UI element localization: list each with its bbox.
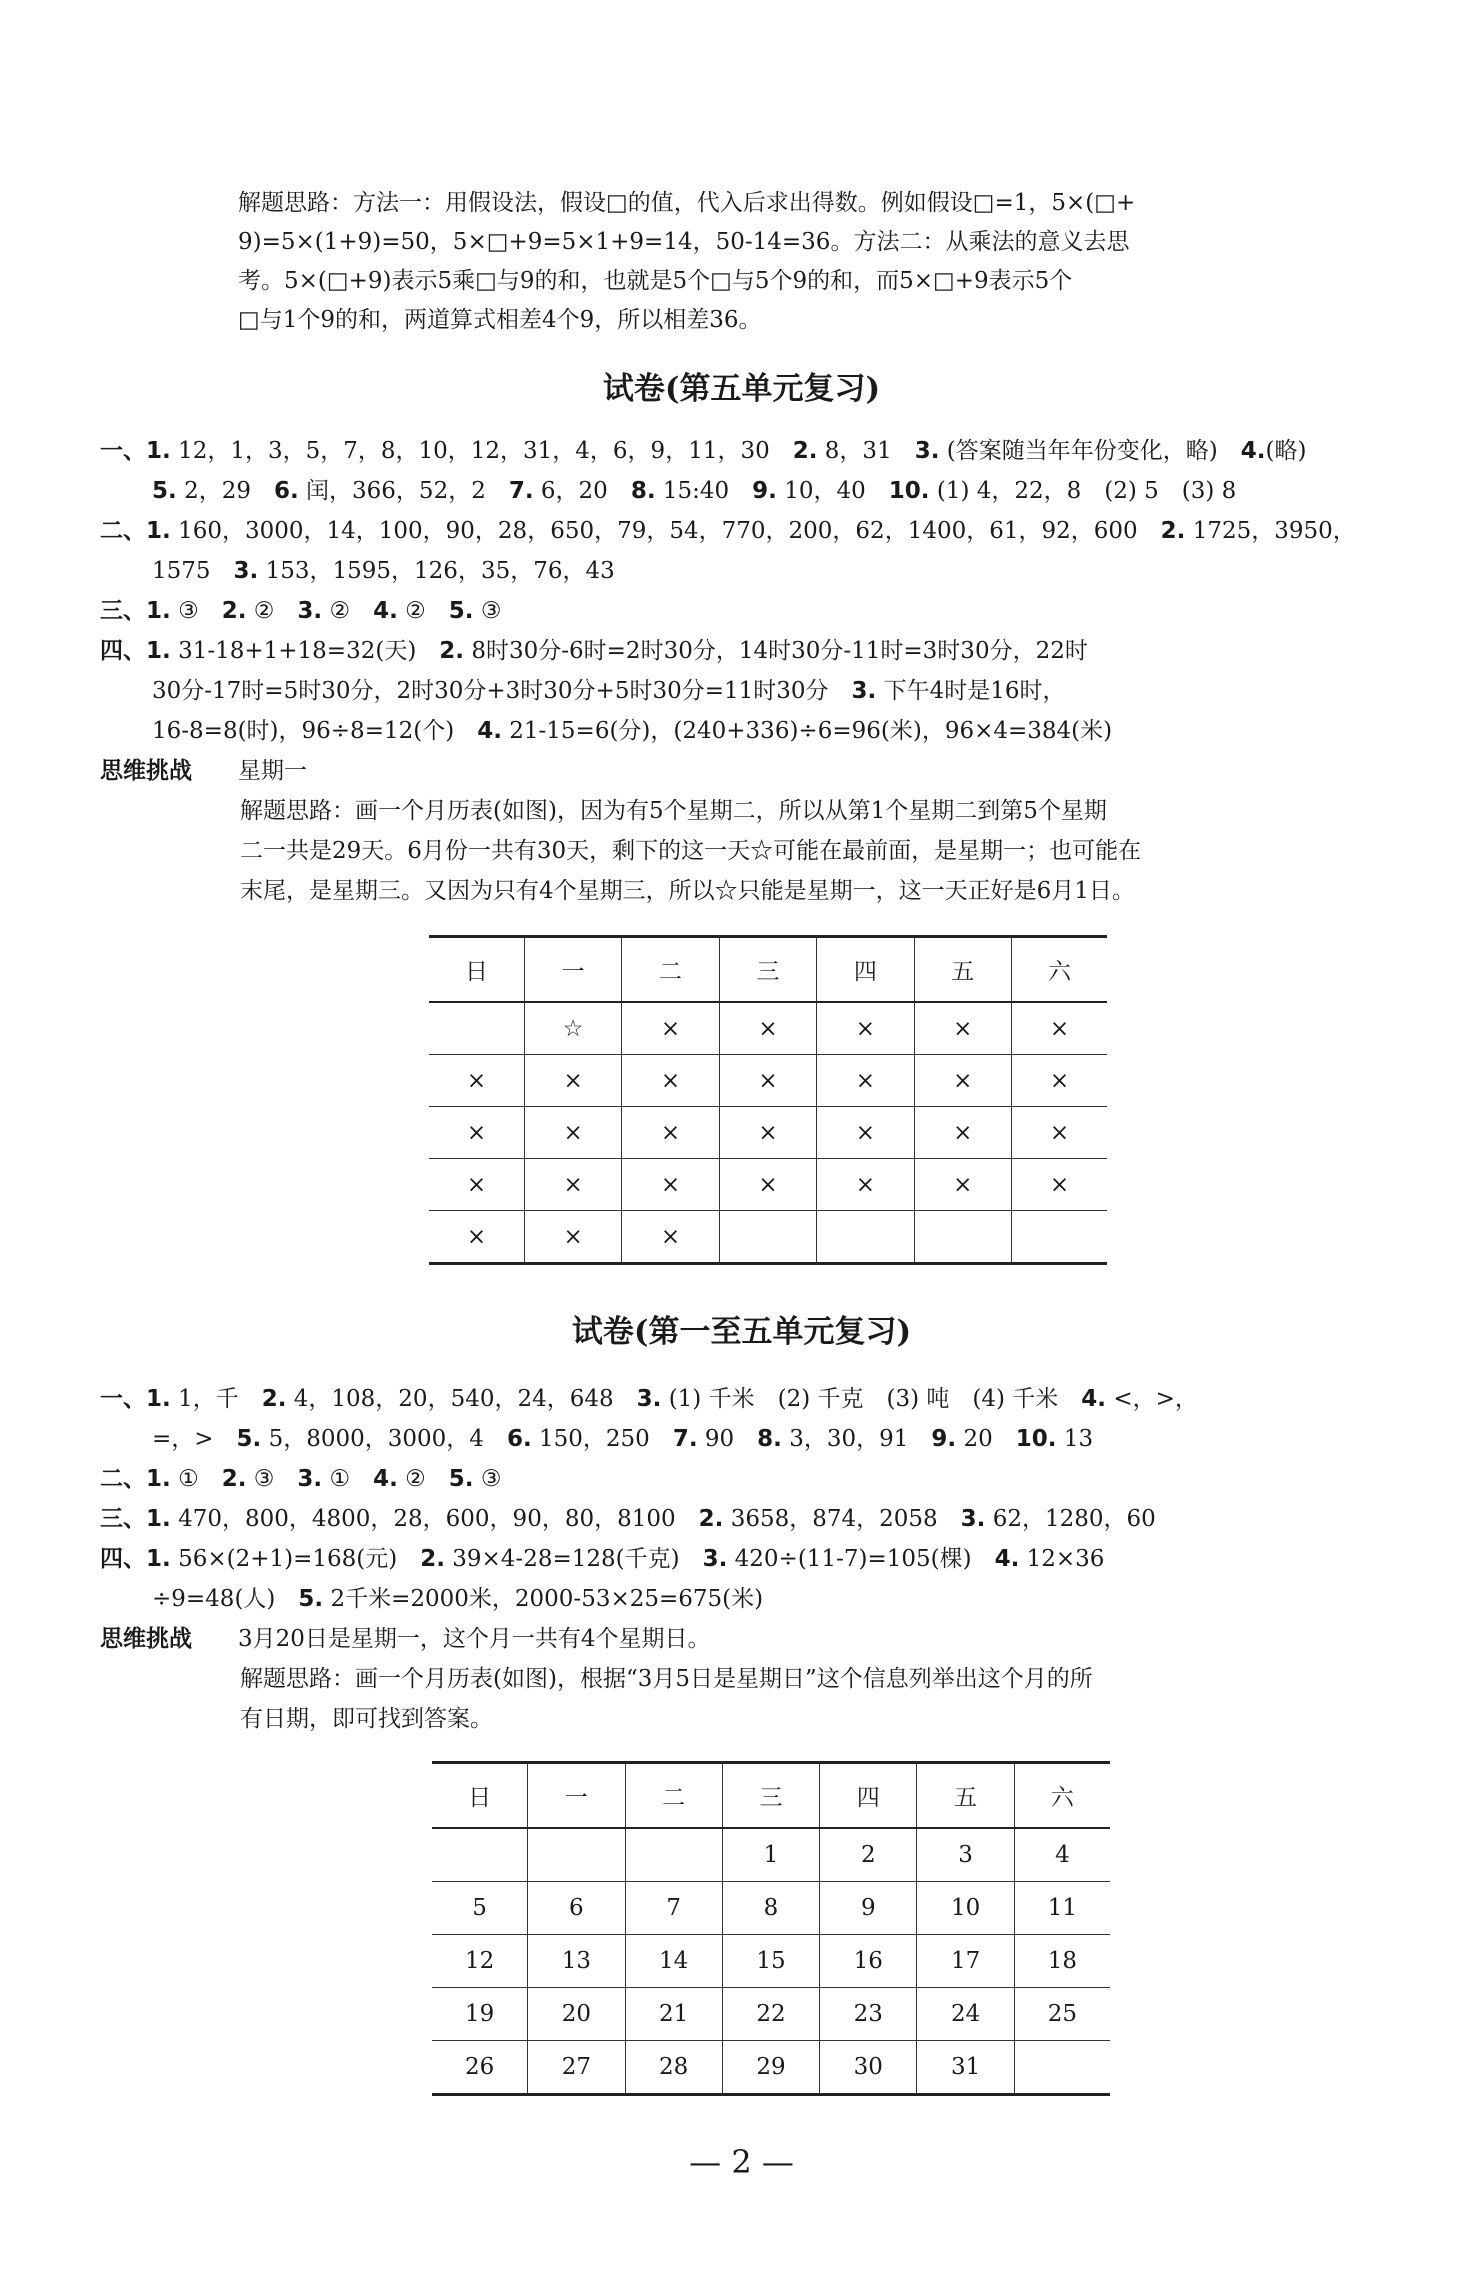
s2-q1-a8: 3，30，91 bbox=[789, 1426, 909, 1452]
table-row bbox=[429, 1211, 1107, 1264]
table-cell: 29 bbox=[722, 2041, 819, 2095]
s2-q1-a6: 150，250 bbox=[539, 1426, 650, 1452]
s2-q4-a5: 2千米=2000米，2000-53×25=675(米) bbox=[330, 1586, 764, 1612]
s2-reason-2: 有日期，即可找到答案。 bbox=[240, 1706, 493, 1732]
s2-q4-n5: 5. bbox=[298, 1586, 324, 1612]
table-cell: 30 bbox=[820, 2041, 917, 2095]
s1-q1-n4: 4. bbox=[1240, 438, 1266, 464]
table-cell: × bbox=[817, 1107, 914, 1159]
table-header-cell: 三 bbox=[719, 937, 816, 1003]
s1-q1-a9: 10，40 bbox=[784, 478, 866, 504]
table-header-row bbox=[432, 1763, 1110, 1829]
s1-q2-a1: 160，3000，14，100，90，28，650，79，54，770，200，62，1400，61，92，600 bbox=[178, 518, 1138, 544]
s1-q3-a3: ② bbox=[329, 598, 351, 624]
table-cell: × bbox=[817, 1055, 914, 1107]
table-cell: 9 bbox=[820, 1882, 917, 1935]
s1-q4-line1 bbox=[100, 640, 1088, 663]
table-cell: × bbox=[1012, 1002, 1107, 1055]
table-header-cell: 四 bbox=[817, 937, 914, 1003]
s2-q4-n3: 3. bbox=[702, 1546, 728, 1572]
table-row bbox=[429, 1159, 1107, 1211]
s1-challenge-label: 思维挑战 bbox=[100, 758, 192, 784]
intro-line-4: □与1个9的和，两道算式相差4个9，所以相差36。 bbox=[238, 307, 762, 333]
table-cell: 26 bbox=[432, 2041, 528, 2095]
table-cell bbox=[528, 1828, 625, 1882]
s2-challenge-label: 思维挑战 bbox=[100, 1626, 192, 1652]
s2-q1-n5: 5. bbox=[236, 1426, 262, 1452]
table-header-cell: 三 bbox=[722, 1763, 819, 1829]
s1-q4-n1: 1. bbox=[146, 638, 171, 664]
s2-q4-a1: 56×(2+1)=168(元) bbox=[178, 1546, 398, 1572]
s1-q4-n2: 2. bbox=[439, 638, 465, 664]
s1-q1-a2: 8，31 bbox=[824, 438, 892, 464]
s2-q4-a4b: ÷9=48(人) bbox=[152, 1586, 276, 1612]
s1-q1-a7: 6，20 bbox=[540, 478, 608, 504]
s2-q3-n2: 2. bbox=[698, 1506, 724, 1532]
intro-line-1: 解题思路：方法一：用假设法，假设□的值，代入后求出得数。例如假设□=1，5×(□+ bbox=[238, 190, 1136, 216]
s2-q4-n1: 1. bbox=[146, 1546, 171, 1572]
s1-q4-a3b: 16-8=8(时)，96÷8=12(个) bbox=[152, 718, 455, 744]
s1-q3-n5: 5. bbox=[448, 598, 474, 624]
s1-q1-n1: 1. bbox=[146, 438, 171, 464]
s2-q4-line1 bbox=[100, 1548, 1104, 1571]
table-cell: 10 bbox=[917, 1882, 1014, 1935]
table-cell bbox=[429, 1002, 524, 1055]
s1-q1-a3: (答案随当年年份变化，略) bbox=[946, 438, 1218, 464]
s1-q1-n5: 5. bbox=[152, 478, 177, 504]
s2-q4-a4a: 12×36 bbox=[1026, 1546, 1105, 1572]
table-cell: 6 bbox=[528, 1882, 625, 1935]
s2-q2-a2: ③ bbox=[253, 1466, 275, 1492]
s1-q1-a10: (1) 4，22，8 (2) 5 (3) 8 bbox=[936, 478, 1237, 504]
table-cell: × bbox=[719, 1107, 816, 1159]
table-cell: 1 bbox=[722, 1828, 819, 1882]
s2-q1-a5: 5，8000，3000，4 bbox=[268, 1426, 484, 1452]
s2-q1-n10: 10. bbox=[1015, 1426, 1057, 1452]
s2-q1-n2: 2. bbox=[261, 1386, 287, 1412]
table-cell: × bbox=[524, 1107, 621, 1159]
table-cell: 15 bbox=[722, 1935, 819, 1988]
table-header-cell: 一 bbox=[528, 1763, 625, 1829]
table-header-cell: 五 bbox=[917, 1763, 1014, 1829]
table-cell: 5 bbox=[432, 1882, 528, 1935]
table-cell: 22 bbox=[722, 1988, 819, 2041]
s2-q4-n4: 4. bbox=[994, 1546, 1020, 1572]
s2-q1-a10: 13 bbox=[1063, 1426, 1094, 1452]
table-cell bbox=[625, 1828, 722, 1882]
table-cell: × bbox=[914, 1002, 1011, 1055]
table-cell: 24 bbox=[917, 1988, 1014, 2041]
s2-q1-a9: 20 bbox=[963, 1426, 993, 1452]
table-body bbox=[429, 1002, 1107, 1264]
s1-q1-line2 bbox=[152, 480, 1236, 503]
s1-q1-a1: 12，1，3，5，7，8，10，12，31，4，6，9，11，30 bbox=[178, 438, 770, 464]
s1-q2-a2a: 1725，3950， bbox=[1192, 518, 1356, 544]
table-cell: 31 bbox=[917, 2041, 1014, 2095]
s1-q1-a6: 闰，366，52，2 bbox=[306, 478, 486, 504]
s2-q1-label: 一、 bbox=[100, 1386, 146, 1412]
s1-q4-n4: 4. bbox=[477, 718, 502, 744]
s1-q4-label: 四、 bbox=[100, 638, 146, 664]
s2-q2-label: 二、 bbox=[100, 1466, 146, 1492]
s2-q2-line bbox=[100, 1468, 501, 1491]
s1-q2-label: 二、 bbox=[100, 518, 146, 544]
s2-q4-a3: 420÷(11-7)=105(棵) bbox=[734, 1546, 972, 1572]
s2-q1-line1 bbox=[100, 1388, 1198, 1411]
table-row bbox=[429, 1002, 1107, 1055]
s2-q1-a4b: =，> bbox=[152, 1426, 214, 1452]
s2-q1-n6: 6. bbox=[506, 1426, 532, 1452]
table-cell: × bbox=[1012, 1107, 1107, 1159]
s2-q1-a4a: <，>， bbox=[1113, 1386, 1198, 1412]
table-row bbox=[429, 1107, 1107, 1159]
s2-q3-n1: 1. bbox=[146, 1506, 171, 1532]
s1-q1-n6: 6. bbox=[273, 478, 299, 504]
table-cell: 11 bbox=[1014, 1882, 1110, 1935]
s2-q2-a1: ① bbox=[178, 1466, 199, 1492]
calendar-table-march bbox=[432, 1761, 1110, 2096]
table-cell: 14 bbox=[625, 1935, 722, 1988]
table-row bbox=[429, 1055, 1107, 1107]
table-cell bbox=[817, 1211, 914, 1264]
table-header-cell: 二 bbox=[622, 937, 719, 1003]
table-cell: 19 bbox=[432, 1988, 528, 2041]
s1-reason-2: 二一共是29天。6月份一共有30天，剩下的这一天☆可能在最前面，是星期一；也可能在 bbox=[240, 838, 1142, 864]
table-cell: × bbox=[914, 1055, 1011, 1107]
s1-q2-n3: 3. bbox=[233, 558, 259, 584]
table-cell: 21 bbox=[625, 1988, 722, 2041]
table-cell: ☆ bbox=[524, 1002, 621, 1055]
table-cell: 23 bbox=[820, 1988, 917, 2041]
table-cell: 25 bbox=[1014, 1988, 1110, 2041]
s2-q1-n1: 1. bbox=[146, 1386, 171, 1412]
s2-q1-a7: 90 bbox=[704, 1426, 735, 1452]
s2-q1-n7: 7. bbox=[672, 1426, 698, 1452]
table-cell: 20 bbox=[528, 1988, 625, 2041]
table-header-cell: 六 bbox=[1014, 1763, 1110, 1829]
table-cell: 13 bbox=[528, 1935, 625, 1988]
s2-q3-label: 三、 bbox=[100, 1506, 146, 1532]
table-cell: 18 bbox=[1014, 1935, 1110, 1988]
s1-q2-a3: 153，1595，126，35，76，43 bbox=[265, 558, 615, 584]
s1-q3-a2: ② bbox=[253, 598, 275, 624]
table-cell: 16 bbox=[820, 1935, 917, 1988]
s2-q1-a2: 4，108，20，540，24，648 bbox=[293, 1386, 614, 1412]
intro-line-3: 考。5×(□+9)表示5乘□与9的和，也就是5个□与5个9的和，而5×□+9表示5个 bbox=[238, 268, 1073, 294]
s1-q2-n1: 1. bbox=[146, 518, 171, 544]
s1-q3-a1: ③ bbox=[178, 598, 199, 624]
table-cell: 7 bbox=[625, 1882, 722, 1935]
s1-q1-n9: 9. bbox=[752, 478, 777, 504]
s2-q2-n2: 2. bbox=[221, 1466, 247, 1492]
s2-q3-a2: 3658，874，2058 bbox=[730, 1506, 938, 1532]
s1-q3-n2: 2. bbox=[221, 598, 247, 624]
table-header-cell: 二 bbox=[625, 1763, 722, 1829]
table-cell: × bbox=[817, 1002, 914, 1055]
s2-q1-n8: 8. bbox=[757, 1426, 782, 1452]
s1-q1-label: 一、 bbox=[100, 438, 146, 464]
table-cell: × bbox=[914, 1159, 1011, 1211]
s2-reason-1: 解题思路：画一个月历表(如图)，根据“3月5日是星期日”这个信息列举出这个月的所 bbox=[240, 1666, 1093, 1692]
s2-q1-a3: (1) 千米 (2) 千克 (3) 吨 (4) 千米 bbox=[668, 1386, 1059, 1412]
s2-q2-a4: ② bbox=[405, 1466, 426, 1492]
s2-q3-a3: 62，1280，60 bbox=[992, 1506, 1156, 1532]
table-cell bbox=[719, 1211, 816, 1264]
table-cell bbox=[1012, 1211, 1107, 1264]
table-cell bbox=[914, 1211, 1011, 1264]
calendar-table-june bbox=[429, 935, 1107, 1265]
table-cell: × bbox=[429, 1055, 524, 1107]
table-cell: × bbox=[524, 1211, 621, 1264]
s2-q1-n3: 3. bbox=[636, 1386, 662, 1412]
table-cell: × bbox=[622, 1159, 719, 1211]
s1-challenge-line bbox=[100, 760, 307, 783]
s1-reason-1: 解题思路：画一个月历表(如图)，因为有5个星期二，所以从第1个星期二到第5个星期 bbox=[240, 798, 1107, 824]
s1-q3-line bbox=[100, 600, 501, 623]
s2-q1-line2 bbox=[152, 1428, 1093, 1451]
table-header-cell: 四 bbox=[820, 1763, 917, 1829]
s2-q1-a1: 1，千 bbox=[178, 1386, 239, 1412]
table-cell: × bbox=[524, 1159, 621, 1211]
s1-q1-line1 bbox=[100, 440, 1306, 463]
s1-q1-n7: 7. bbox=[508, 478, 534, 504]
s2-q2-n4: 4. bbox=[373, 1466, 398, 1492]
s2-q4-label: 四、 bbox=[100, 1546, 146, 1572]
table-row bbox=[432, 1935, 1110, 1988]
table-header-cell: 日 bbox=[429, 937, 524, 1003]
s1-q2-line1 bbox=[100, 520, 1356, 543]
s1-q3-n4: 4. bbox=[373, 598, 398, 624]
s1-q2-a2b: 1575 bbox=[152, 558, 211, 584]
section1-title: 试卷(第五单元复习) bbox=[602, 371, 881, 407]
s1-q2-n2: 2. bbox=[1160, 518, 1186, 544]
table-cell: × bbox=[622, 1211, 719, 1264]
table-cell: × bbox=[622, 1002, 719, 1055]
s1-q4-a2a: 8时30分-6时=2时30分，14时30分-11时=3时30分，22时 bbox=[471, 638, 1088, 664]
table-row bbox=[432, 2041, 1110, 2095]
s2-q3-a1: 470，800，4800，28，600，90，80，8100 bbox=[178, 1506, 676, 1532]
page-number: — 2 — bbox=[689, 2143, 794, 2181]
table-cell: 3 bbox=[917, 1828, 1014, 1882]
s1-q1-n10: 10. bbox=[888, 478, 930, 504]
s2-q3-line bbox=[100, 1508, 1156, 1531]
table-cell: × bbox=[817, 1159, 914, 1211]
s2-q2-a3: ① bbox=[329, 1466, 351, 1492]
s1-q3-n1: 1. bbox=[146, 598, 171, 624]
s1-challenge-answer: 星期一 bbox=[238, 758, 307, 784]
table-cell: × bbox=[719, 1159, 816, 1211]
s2-q4-a2: 39×4-28=128(千克) bbox=[452, 1546, 680, 1572]
s1-q1-n3: 3. bbox=[914, 438, 940, 464]
table-cell: × bbox=[1012, 1159, 1107, 1211]
table-cell bbox=[432, 1828, 528, 1882]
s2-q2-n5: 5. bbox=[448, 1466, 474, 1492]
s1-q2-line2 bbox=[152, 560, 615, 583]
s1-q3-label: 三、 bbox=[100, 598, 146, 624]
s1-reason-3: 末尾，是星期三。又因为只有4个星期三，所以☆只能是星期一，这一天正好是6月1日。 bbox=[240, 878, 1135, 904]
s1-q1-a8: 15:40 bbox=[662, 478, 730, 504]
s1-q4-line2 bbox=[152, 680, 1066, 703]
table-cell: × bbox=[429, 1159, 524, 1211]
s1-q4-a3a: 下午4时是16时， bbox=[883, 678, 1066, 704]
table-cell: 28 bbox=[625, 2041, 722, 2095]
s1-q4-a2b: 30分-17时=5时30分，2时30分+3时30分+5时30分=11时30分 bbox=[152, 678, 829, 704]
s2-q3-n3: 3. bbox=[960, 1506, 986, 1532]
table-header-cell: 一 bbox=[524, 937, 621, 1003]
section2-title: 试卷(第一至五单元复习) bbox=[571, 1314, 912, 1350]
s2-q2-n1: 1. bbox=[146, 1466, 171, 1492]
s2-q2-n3: 3. bbox=[297, 1466, 323, 1492]
table-row bbox=[432, 1988, 1110, 2041]
s1-q4-n3: 3. bbox=[851, 678, 877, 704]
table-cell: × bbox=[1012, 1055, 1107, 1107]
table-cell: 2 bbox=[820, 1828, 917, 1882]
table-cell: 17 bbox=[917, 1935, 1014, 1988]
s2-challenge-answer: 3月20日是星期一，这个月一共有4个星期日。 bbox=[238, 1626, 711, 1652]
table-cell: 4 bbox=[1014, 1828, 1110, 1882]
table-header-row bbox=[429, 937, 1107, 1003]
s2-q2-a5: ③ bbox=[480, 1466, 502, 1492]
s1-q1-a5: 2，29 bbox=[184, 478, 251, 504]
s1-q4-line3 bbox=[152, 720, 1112, 743]
table-cell bbox=[1014, 2041, 1110, 2095]
table-header-cell: 日 bbox=[432, 1763, 528, 1829]
table-body bbox=[432, 1828, 1110, 2095]
s1-q3-a5: ③ bbox=[480, 598, 502, 624]
table-cell: 12 bbox=[432, 1935, 528, 1988]
s1-q4-a4: 21-15=6(分)，(240+336)÷6=96(米)，96×4=384(米) bbox=[509, 718, 1113, 744]
table-cell: 27 bbox=[528, 2041, 625, 2095]
table-header-cell: 五 bbox=[914, 937, 1011, 1003]
table-row bbox=[432, 1882, 1110, 1935]
table-cell: × bbox=[719, 1055, 816, 1107]
s2-q1-n4: 4. bbox=[1081, 1386, 1107, 1412]
s1-q1-n2: 2. bbox=[792, 438, 818, 464]
intro-line-2: 9)=5×(1+9)=50，5×□+9=5×1+9=14，50-14=36。方法二：从乘法的意义去思 bbox=[238, 229, 1130, 255]
table-cell: × bbox=[719, 1002, 816, 1055]
s1-q3-a4: ② bbox=[405, 598, 426, 624]
s1-q3-n3: 3. bbox=[297, 598, 323, 624]
s1-q4-a1: 31-18+1+18=32(天) bbox=[178, 638, 417, 664]
table-cell: × bbox=[622, 1107, 719, 1159]
s1-q1-n8: 8. bbox=[630, 478, 656, 504]
table-cell: 8 bbox=[722, 1882, 819, 1935]
table-cell: × bbox=[429, 1211, 524, 1264]
s2-q1-n9: 9. bbox=[931, 1426, 957, 1452]
s2-q4-line2 bbox=[152, 1588, 763, 1611]
s1-q1-a4: (略) bbox=[1265, 438, 1307, 464]
table-cell: × bbox=[524, 1055, 621, 1107]
table-cell: × bbox=[914, 1107, 1011, 1159]
table-cell: × bbox=[622, 1055, 719, 1107]
table-row bbox=[432, 1828, 1110, 1882]
table-cell: × bbox=[429, 1107, 524, 1159]
table-header-cell: 六 bbox=[1012, 937, 1107, 1003]
s2-challenge-line bbox=[100, 1628, 711, 1651]
s2-q4-n2: 2. bbox=[420, 1546, 445, 1572]
